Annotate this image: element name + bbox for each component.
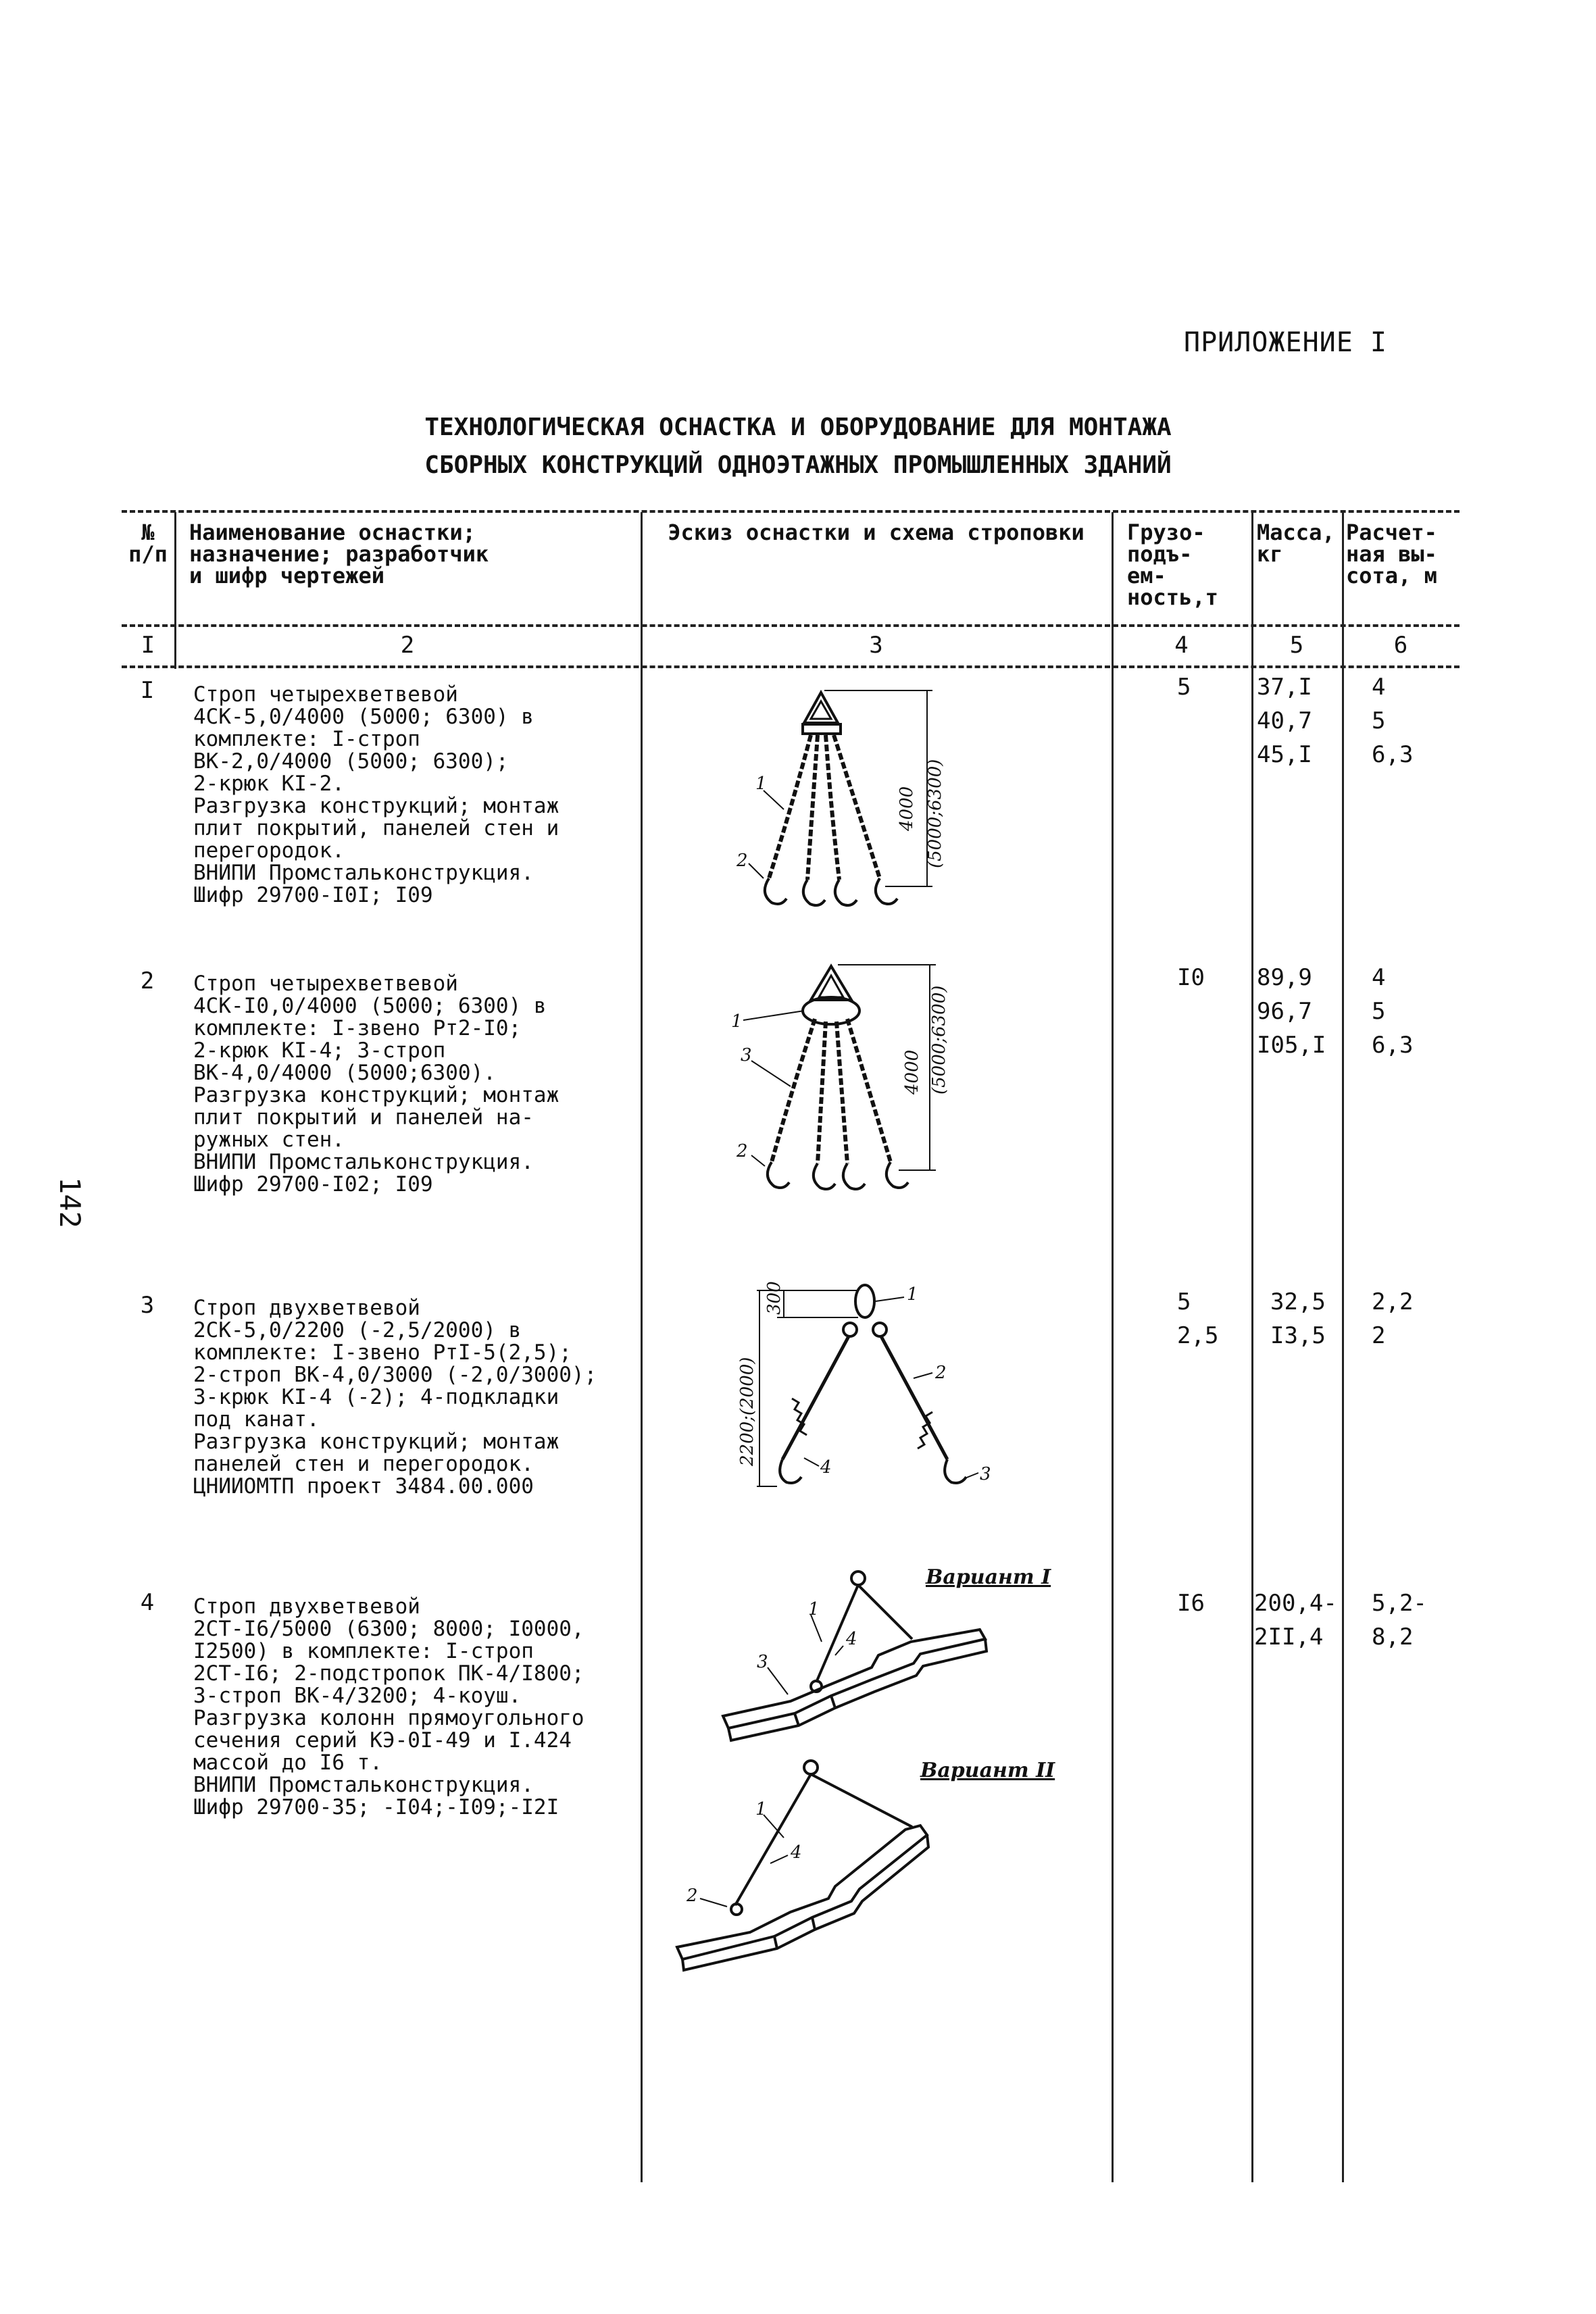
row-mass: 89,9 96,7 I05,I xyxy=(1257,964,1326,1059)
sketch-callout: 1 xyxy=(755,774,767,794)
column-number-rule xyxy=(122,665,1460,668)
sketch-dim-alt-label: (5000;6300) xyxy=(925,759,945,868)
sketch-callout: 1 xyxy=(731,1011,743,1032)
sketch-callout: 2 xyxy=(737,851,748,871)
document-title-line2: СБОРНЫХ КОНСТРУКЦИЙ ОДНОЭТАЖНЫХ ПРОМЫШЛЕННЫХ ЗДАНИЙ xyxy=(424,451,1172,479)
row-mass: 37,I 40,7 45,I xyxy=(1257,674,1312,768)
variant-1-label: Вариант I xyxy=(926,1565,1051,1589)
row-height: 2,2 2 xyxy=(1372,1288,1414,1349)
column-sling-sketch xyxy=(669,1554,1074,1986)
col-divider-mass-left xyxy=(1251,669,1253,2182)
sling-sketch-4-leg-link xyxy=(703,959,1000,1203)
variant-2-label: Вариант II xyxy=(920,1759,1055,1782)
appendix-label: ПРИЛОЖЕНИЕ I xyxy=(1184,327,1387,358)
row-capacity: I6 xyxy=(1177,1590,1205,1617)
header-mass: Масса, кг xyxy=(1257,520,1335,567)
header-num: № п/п xyxy=(128,520,168,567)
header-name: Наименование оснастки; назначение; разработчик и шифр чертежей xyxy=(189,520,489,588)
sketch-dim-alt-label: (5000;6300) xyxy=(929,985,949,1095)
header-rule xyxy=(122,624,1460,627)
sketch-callout: 2 xyxy=(935,1363,947,1383)
row-number: 3 xyxy=(140,1292,155,1319)
col-divider-sketch-left xyxy=(641,669,643,2182)
row-height: 5,2- 8,2 xyxy=(1372,1590,1427,1651)
row-height: 4 5 6,3 xyxy=(1372,964,1414,1059)
row-description: Строп четырехветвевой 4СК-5,0/4000 (5000; 6300) в комплекте: I-строп ВК-2,0/4000 (5000; 6300); 2-крюк КI-2. Разгрузка конструкций; монтаж плит покрытий, панелей стен и перегородок. ВНИПИ Промстальконструкция. Шифр 29700-I0I; I09 xyxy=(193,682,559,907)
column-number-2: 2 xyxy=(400,632,415,659)
sketch-callout: 1 xyxy=(907,1284,918,1305)
row-capacity: 5 2,5 xyxy=(1177,1288,1219,1349)
sketch-callout: 3 xyxy=(741,1045,752,1065)
row-description: Строп четырехветвевой 4СК-I0,0/4000 (5000; 6300) в комплекте: I-звено Рт2-I0; 2-крюк КI-4; 3-строп ВК-4,0/4000 (5000;6300). Разгрузка конструкций; монтаж плит покрытий и панелей на- ружных стен. ВНИПИ Промстальконструкция. Шифр 29700-I02; I09 xyxy=(193,972,559,1197)
row-number: 4 xyxy=(140,1589,155,1616)
column-number-1: I xyxy=(141,632,155,659)
sketch-dim-label: 2200;(2000) xyxy=(737,1357,757,1466)
sketch-dim-top-label: 300 xyxy=(764,1281,784,1315)
row-height: 4 5 6,3 xyxy=(1372,674,1414,768)
page-number: 142 xyxy=(53,1177,86,1228)
sketch-callout: 2 xyxy=(737,1141,748,1161)
sling-sketch-4-leg xyxy=(689,676,1000,919)
header-height: Расчет- ная вы- сота, м xyxy=(1346,520,1437,588)
row-mass: 200,4- 2II,4 xyxy=(1254,1590,1337,1651)
sketch-callout: 2 xyxy=(687,1886,698,1906)
row-capacity: 5 xyxy=(1177,674,1191,701)
sketch-callout: 4 xyxy=(820,1457,832,1478)
column-number-5: 5 xyxy=(1289,632,1304,659)
header-capacity: Грузо- подъ- ем- ность,т xyxy=(1127,520,1218,610)
sling-sketch-2-leg xyxy=(730,1277,1014,1507)
sketch-dim-label: 4000 xyxy=(902,1049,922,1095)
document-title-line1: ТЕХНОЛОГИЧЕСКАЯ ОСНАСТКА И ОБОРУДОВАНИЕ ДЛЯ МОНТАЖА xyxy=(424,413,1172,441)
sketch-dim-label: 4000 xyxy=(897,786,917,831)
sketch-callout: 1 xyxy=(755,1799,767,1819)
row-mass: 32,5 I3,5 xyxy=(1270,1288,1326,1349)
row-description: Строп двухветвевой 2СТ-I6/5000 (6300; 8000; I0000, I2500) в комплекте: I-строп 2СТ-I6; 2-подстропок ПК-4/I800; 3-строп ВК-4/3200; 4-коуш. Разгрузка колонн прямоугольного сечения серий КЭ-0I-49 и I.424 массой до I6 т. ВНИПИ Промстальконструкция. Шифр 29700-35; -I04;-I09;-I2I xyxy=(193,1594,584,1819)
column-number-4: 4 xyxy=(1174,632,1189,659)
header-sketch: Эскиз оснастки и схема строповки xyxy=(668,520,1084,545)
column-number-6: 6 xyxy=(1393,632,1408,659)
sketch-callout: 1 xyxy=(808,1599,820,1619)
row-number: I xyxy=(140,677,155,704)
sketch-callout: 4 xyxy=(846,1629,857,1649)
row-description: Строп двухветвевой 2СК-5,0/2200 (-2,5/2000) в комплекте: I-звено РтI-5(2,5); 2-строп ВК-4,0/3000 (-2,0/3000); 3-крюк КI-4 (-2); 4-подкладки под канат. Разгрузка конструкций; монтаж панелей стен и перегородок. ЦНИИОМТП проект 3484.00.000 xyxy=(193,1296,597,1499)
sketch-callout: 3 xyxy=(757,1652,768,1672)
sketch-callout: 4 xyxy=(791,1842,802,1863)
row-capacity: I0 xyxy=(1177,964,1205,991)
col-divider-mass-right xyxy=(1342,669,1344,2182)
row-number: 2 xyxy=(140,967,155,995)
sketch-callout: 3 xyxy=(980,1464,991,1484)
table-top-rule xyxy=(122,510,1460,513)
column-number-3: 3 xyxy=(869,632,883,659)
col-divider-sketch-right xyxy=(1112,669,1114,2182)
